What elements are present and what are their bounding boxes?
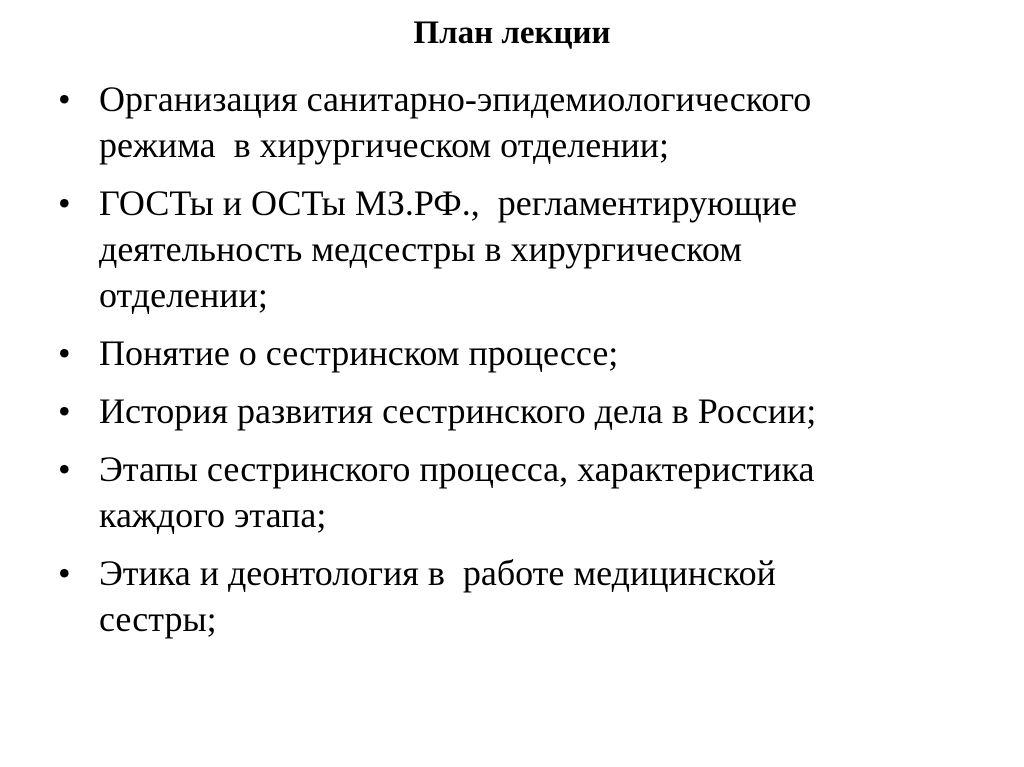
bullet-icon: • [58,333,71,373]
bullet-icon: • [58,391,71,431]
list-item [58,76,958,168]
list-item-text: ГОСТы и ОСТы МЗ.РФ., регламентирующие деятельность медсестры в хирургическом отделении; [99,183,798,315]
list-item-text: Понятие о сестринском процессе; [99,333,619,373]
list-item [58,388,958,434]
slide-title: План лекции [413,15,611,51]
list-item [58,330,958,376]
list-item-text: Организация санитарно-эпидемиологического режима в хирургическом отделении; [99,79,812,165]
bullet-icon: • [58,183,71,223]
bullet-icon: • [58,79,71,119]
bullet-icon: • [58,449,71,489]
list-item-text: Этапы сестринского процесса, характеристика каждого этапа; [99,449,815,535]
list-item [58,550,958,642]
bullet-list [58,76,958,654]
bullet-icon: • [58,553,71,593]
list-item [58,446,958,538]
list-item-text: Этика и деонтология в работе медицинской сестры; [99,553,776,639]
list-item-text: История развития сестринского дела в России; [99,391,817,431]
list-item [58,180,958,318]
